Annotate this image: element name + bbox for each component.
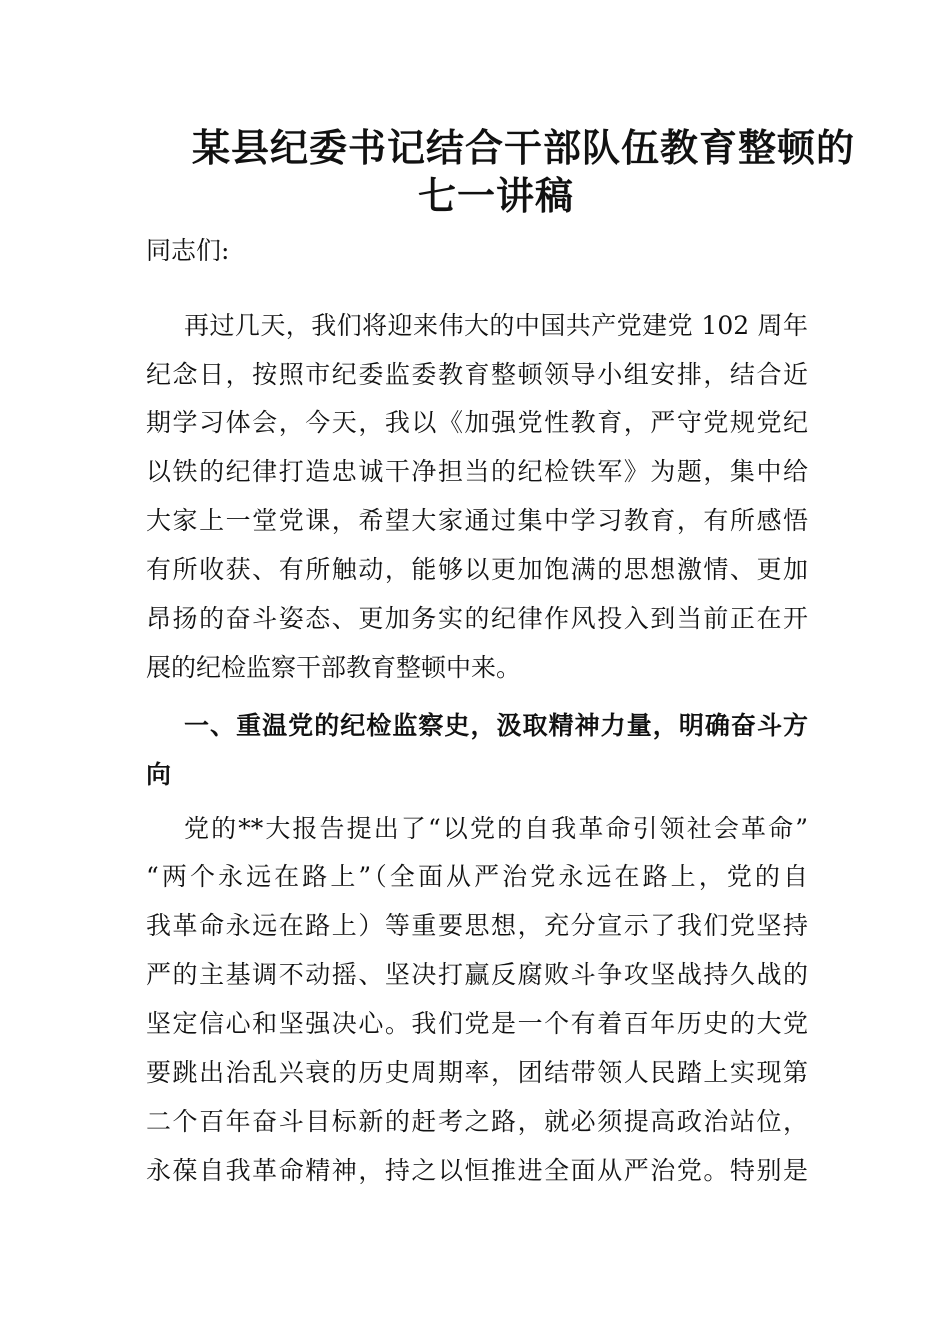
paragraph-line: 坚定信心和坚强决心。我们党是一个有着百年历史的大党: [146, 1009, 808, 1038]
paragraph-line: 严的主基调不动摇、坚决打赢反腐败斗争攻坚战持久战的: [146, 960, 808, 989]
paragraph-line: 期学习体会，今天，我以《加强党性教育，严守党规党纪: [146, 408, 808, 437]
paragraph-line: “两个永远在路上”（全面从严治党永远在路上，党的自: [146, 862, 808, 891]
paragraph-line: 要跳出治乱兴衰的历史周期率，团结带领人民踏上实现第: [146, 1058, 808, 1087]
paragraph-line: 以铁的纪律打造忠诚干净担当的纪检铁军》为题，集中给: [146, 457, 808, 486]
paragraph-line: 大家上一堂党课，希望大家通过集中学习教育，有所感悟: [146, 506, 808, 535]
document-title-line1: 某县纪委书记结合干部队伍教育整顿的: [192, 125, 856, 170]
paragraph-line: 我革命永远在路上）等重要思想，充分宣示了我们党坚持: [146, 911, 808, 940]
salutation: 同志们:: [146, 236, 230, 265]
paragraph-line: 党的**大报告提出了“以党的自我革命引领社会革命”: [184, 814, 808, 843]
paragraph-line: 有所收获、有所触动，能够以更加饱满的思想激情、更加: [146, 555, 808, 584]
document-title-line2: 七一讲稿: [417, 173, 574, 218]
section-heading-line: 一、重温党的纪检监察史，汲取精神力量，明确奋斗方: [184, 711, 808, 740]
paragraph-line: 昂扬的奋斗姿态、更加务实的纪律作风投入到当前正在开: [146, 604, 808, 633]
paragraph-line: 展的纪检监察干部教育整顿中来。: [146, 653, 522, 682]
paragraph-line: 再过几天，我们将迎来伟大的中国共产党建党 102 周年: [184, 311, 808, 340]
section-heading-line: 向: [146, 760, 172, 789]
paragraph-line: 纪念日，按照市纪委监委教育整顿领导小组安排，结合近: [146, 360, 808, 389]
paragraph-line: 二个百年奋斗目标新的赶考之路，就必须提高政治站位，: [146, 1107, 808, 1136]
paragraph-line: 永葆自我革命精神，持之以恒推进全面从严治党。特别是: [146, 1156, 808, 1185]
